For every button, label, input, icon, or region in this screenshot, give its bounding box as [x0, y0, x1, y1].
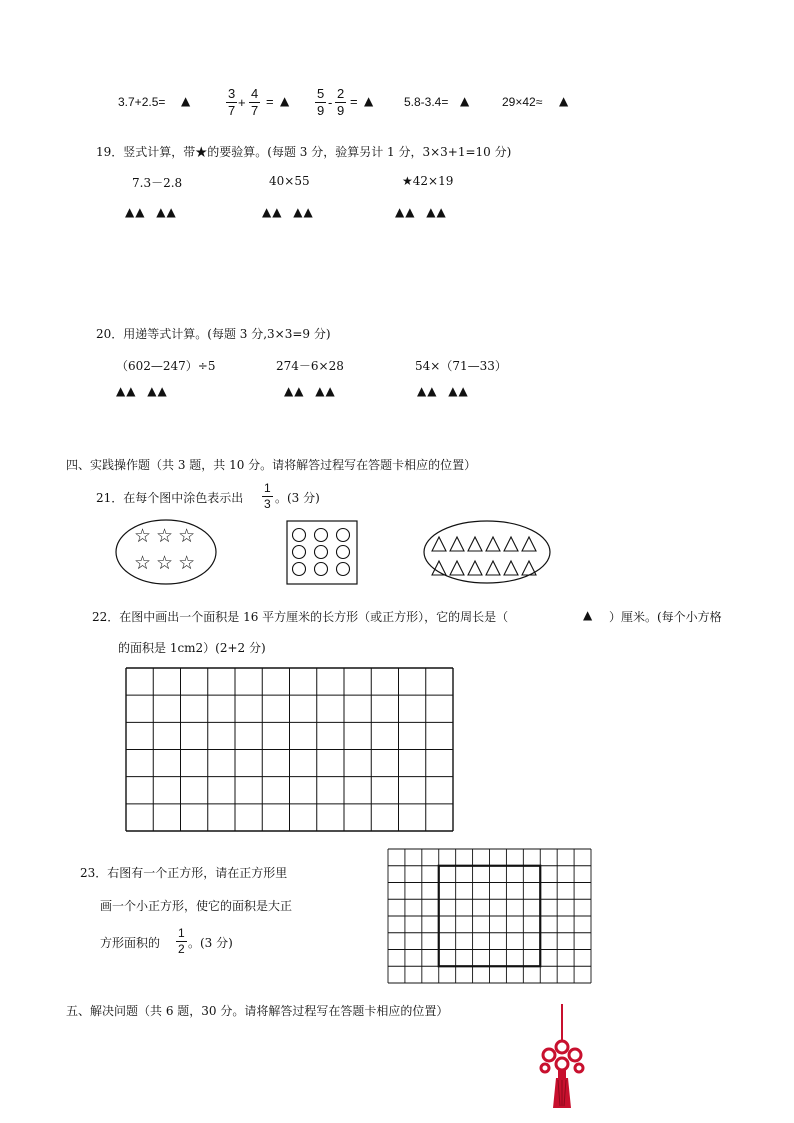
answer-mark-icon: ▲▲ ▲▲ [262, 205, 314, 219]
star-icon: ☆☆☆ [134, 553, 201, 574]
section-5-heading: 五、解决问题（共 6 题，30 分。请将解答过程写在答题卡相应的位置） [66, 1004, 449, 1018]
fraction-4-7: $\frac{4}{7}$ [251, 86, 259, 118]
equals-sign: = [350, 94, 358, 109]
question-23-line2: 画一个小正方形，使它的面积是大正 [100, 899, 293, 913]
step-calc-item: 54×（71—33） [415, 359, 507, 373]
question-19-title: 19．竖式计算，带★的要验算。(每题 3 分，验算另计 1 分，3×3+1=10 分) [96, 145, 512, 159]
answer-mark-icon: ▲ [280, 94, 291, 108]
answer-mark-icon: ▲ [460, 94, 471, 108]
question-20-title: 20．用递等式计算。(每题 3 分,3×3=9 分) [96, 327, 331, 341]
answer-mark-icon: ▲ [583, 608, 594, 622]
step-calc-item: （602—247）÷5 [116, 359, 216, 373]
plus-sign: + [238, 95, 246, 110]
answer-mark-icon: ▲▲ ▲▲ [284, 384, 336, 398]
fraction-one-third: $\frac{1}{3}$ [264, 481, 271, 511]
vertical-calc-item: 7.3－2.8 [132, 176, 183, 190]
answer-mark-icon: ▲▲ ▲▲ [395, 205, 447, 219]
question-22-line1-end: ）厘米。(每个小方格 [609, 610, 722, 624]
question-23-line3-end: 。(3 分) [188, 936, 233, 950]
expr-decimal-add: 3.7+2.5= [118, 95, 166, 109]
question-21-prefix: 21．在每个图中涂色表示出 [96, 491, 244, 505]
step-calc-item: 274－6×28 [276, 359, 344, 373]
answer-mark-icon: ▲ [559, 94, 570, 108]
vertical-calc-item: ★42×19 [402, 174, 454, 188]
question-22-line1: 22．在图中画出一个面积是 16 平方厘米的长方形（或正方形），它的周长是（ [92, 610, 509, 624]
expr-estimate: 29×42≈ [502, 95, 543, 109]
question-22-line2: 的面积是 1cm2）(2+2 分) [118, 641, 266, 655]
fraction-2-9: $\frac{2}{9}$ [337, 86, 345, 118]
vertical-calc-item: 40×55 [269, 174, 310, 188]
equals-sign: = [266, 94, 274, 109]
expr-decimal-sub: 5.8-3.4= [404, 95, 449, 109]
answer-mark-icon: ▲▲ ▲▲ [125, 205, 177, 219]
fraction-3-7: $\frac{3}{7}$ [228, 86, 236, 118]
question-21-suffix: 。(3 分) [275, 491, 320, 505]
star-icon: ☆☆☆ [134, 526, 201, 547]
fraction-5-9: $\frac{5}{9}$ [317, 86, 325, 118]
question-23-line3: 方形面积的 [100, 936, 161, 950]
answer-mark-icon: ▲▲ ▲▲ [116, 384, 168, 398]
minus-sign: - [328, 95, 333, 110]
answer-mark-icon: ▲▲ ▲▲ [417, 384, 469, 398]
fraction-one-half: $\frac{1}{2}$ [178, 926, 185, 956]
question-23-line1: 23．右图有一个正方形，请在正方形里 [80, 866, 288, 880]
answer-mark-icon: ▲ [364, 94, 375, 108]
answer-mark-icon: ▲ [181, 94, 192, 108]
section-4-heading: 四、实践操作题（共 3 题，共 10 分。请将解答过程写在答题卡相应的位置） [66, 458, 477, 472]
